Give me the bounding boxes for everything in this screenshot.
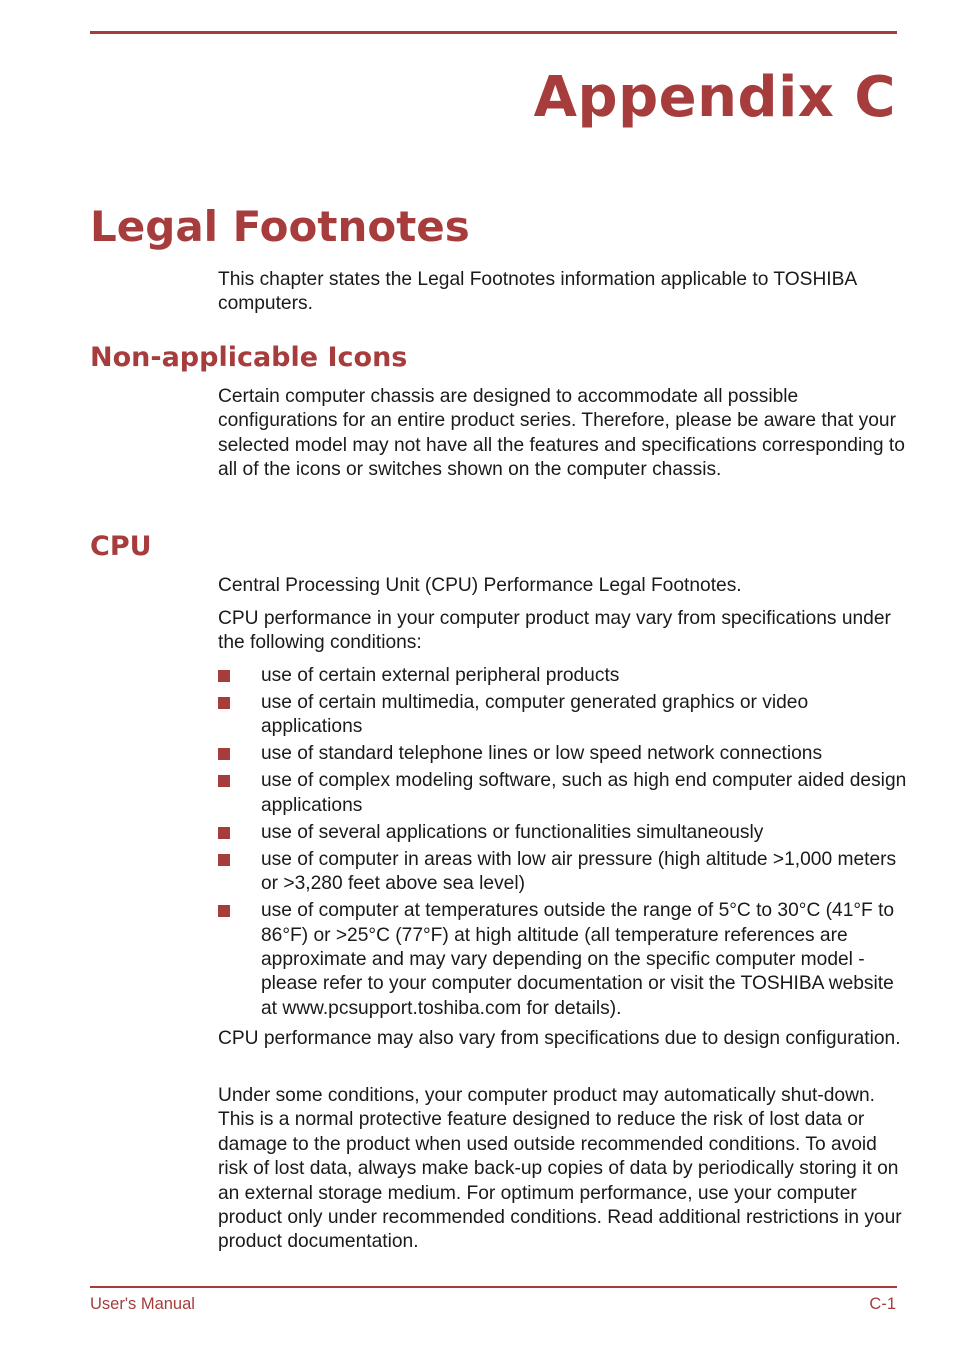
list-item <box>218 742 908 766</box>
square-bullet-icon <box>218 905 230 917</box>
square-bullet-icon <box>218 775 230 787</box>
cpu-shutdown-paragraph: Under some conditions, your computer product may automatically shut-down. This is a normal protective feature designed to reduce the risk of lost data or damage to the product when used outside recommended conditions. To avoid risk of lost data, always make back-up copies of data by periodically storing it on an external storage medium. For optimum performance, use your computer product only under recommended conditions. Read additional restrictions in your product documentation. <box>218 1085 902 1253</box>
list-item-text: use of several applications or functionalities simultaneously <box>261 821 764 843</box>
cpu-conditions-list <box>218 664 908 1024</box>
section-heading-non-applicable-icons: Non-applicable Icons <box>90 342 408 373</box>
list-item <box>218 848 908 897</box>
chapter-title: Legal Footnotes <box>90 202 470 251</box>
footer-rule <box>90 1286 897 1288</box>
list-item <box>218 691 908 740</box>
list-item-text: use of computer at temperatures outside the range of 5°C to 30°C (41°F to 86°F) or >25°C (77°F) at high altitude (all temperature references are approximate and may vary depending on the specific computer model - please refer to your computer documentation or visit the TOSHIBA website at www.pcsupport.toshiba.com for details). <box>261 900 895 1019</box>
square-bullet-icon <box>218 854 230 866</box>
list-item-text: use of standard telephone lines or low speed network connections <box>261 743 823 765</box>
list-item-text: use of complex modeling software, such as high end computer aided design applications <box>261 770 907 816</box>
list-item <box>218 899 908 1021</box>
footer-page-number: C-1 <box>869 1295 896 1313</box>
square-bullet-icon <box>218 670 230 682</box>
appendix-title: Appendix C <box>533 65 896 130</box>
square-bullet-icon <box>218 748 230 760</box>
list-item <box>218 769 908 818</box>
cpu-design-config-paragraph: CPU performance may also vary from specifications due to design configuration. <box>218 1028 901 1049</box>
square-bullet-icon <box>218 827 230 839</box>
list-item-text: use of certain external peripheral products <box>261 665 620 686</box>
top-rule <box>90 31 897 34</box>
list-item <box>218 821 908 845</box>
chapter-intro: This chapter states the Legal Footnotes information applicable to TOSHIBA computers. <box>218 269 857 315</box>
non-applicable-icons-body: Certain computer chassis are designed to accommodate all possible configurations for an entire product series. Therefore, please be aware that your selected model may not have all the features and specifications corresponding to all of the icons or switches shown on the computer chassis. <box>218 386 905 481</box>
section-heading-cpu: CPU <box>90 531 152 562</box>
list-item-text: use of computer in areas with low air pressure (high altitude >1,000 meters or >3,280 feet above sea level) <box>261 848 897 895</box>
list-item <box>218 664 908 688</box>
footer-manual-title: User's Manual <box>90 1295 195 1313</box>
list-item-text: use of certain multimedia, computer generated graphics or video applications <box>261 692 809 738</box>
cpu-conditions-paragraph: CPU performance in your computer product may vary from specifications under the following conditions: <box>218 608 891 654</box>
square-bullet-icon <box>218 697 230 709</box>
cpu-intro-paragraph: Central Processing Unit (CPU) Performance Legal Footnotes. <box>218 575 742 596</box>
